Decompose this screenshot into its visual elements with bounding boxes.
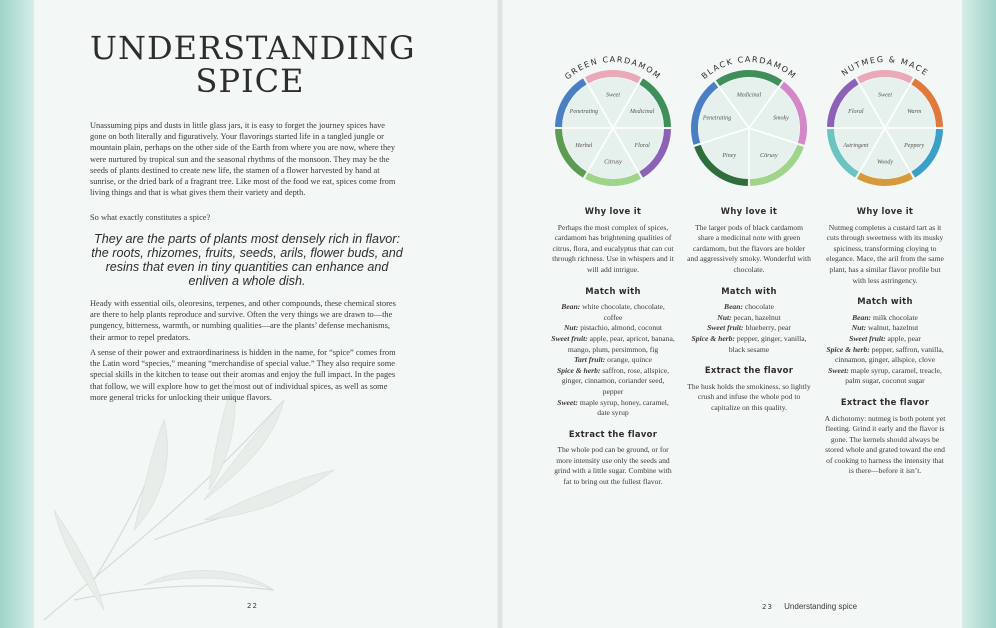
flavor-wheel-nutmeg-mace bbox=[823, 40, 947, 188]
flavor-wheel-svg bbox=[823, 40, 947, 188]
wheel-label: Citrusy bbox=[759, 153, 778, 160]
spice-column-nutmeg-mace bbox=[823, 206, 947, 487]
why-love-it-text: The larger pods of black cardamom share a medicinal note with green cardamom, but the flavors are bolder and aggressively smoky. Wonderful with chocolate. bbox=[687, 222, 811, 274]
body-paragraph-name-origin: A sense of their power and extraordinariness is hidden in the name, for “spice” comes from the Latin word “species,” meaning “merchandise of special value.” They also require some special skills in the kitchen to tease out their aromas and enjoy the full impact. In the pages that follow, we will explore how to get the most out of individual spices, as well as some more general tricks for unlocking their unique flavors. bbox=[90, 348, 396, 402]
body-paragraph-compounds: Heady with essential oils, oleoresins, terpenes, and other compounds, these chemical stores are there to help plants reproduce and survive. Often the very things we are drawn to—the pungency, bitterness, warmth, or numbing qualities—are the plants’ defense mechanisms, their armor to repel predators. bbox=[90, 299, 396, 342]
why-love-it-heading: Why love it bbox=[584, 206, 642, 216]
why-love-it-text: Nutmeg completes a custard tart as it cuts through sweetness with its musky spiciness, transforming cloying to elegance. Mace, the aril from the same plant, has a similar flavor profile but with less astringency. bbox=[826, 222, 944, 285]
match-values: white chocolate, chocolate, coffee bbox=[580, 302, 665, 322]
match-category: Bean: bbox=[561, 302, 581, 312]
match-values: pepper, saffron, vanilla, cinnamon, ginger, allspice, clove bbox=[834, 344, 944, 365]
match-values: maple syrup, honey, caramel, date syrup bbox=[577, 397, 669, 418]
flavor-wheel-svg bbox=[687, 40, 811, 188]
match-values: chocolate bbox=[742, 302, 774, 312]
match-item bbox=[551, 366, 675, 398]
match-values: pepper, ginger, vanilla, black sesame bbox=[728, 333, 807, 354]
match-category: Spice & herb: bbox=[556, 365, 601, 375]
match-values: apple, pear, apricot, banana, mango, plum, persimmon, fig bbox=[567, 333, 675, 354]
intro-paragraph: Unassuming pips and dusts in little glass jars, it is easy to forget the journey spices have gone on both literally and figuratively. Your flavorings started life in a tangled jungle or mountain plain, perhaps on the other side of the Earth from where you are now, where they were nurtured by tropical sun and the seasonal rhythms of the monsoon. They may be the seeds of plants destined to create new life, the stamen of a flower harvested by hand at sunrise, or the dried bark of a fragrant tree. Like most of the food we eat, spices come from living things and that is what gives them their variety and depth. bbox=[90, 121, 396, 198]
match-category: Nut: bbox=[717, 312, 732, 322]
wheel-label: Peppery bbox=[904, 142, 925, 149]
match-item bbox=[823, 345, 947, 366]
page-number-left: 22 bbox=[247, 602, 258, 610]
match-values: walnut, hazelnut bbox=[866, 323, 919, 333]
extract-flavor-text: The whole pod can be ground, or for more intensity use only the seeds and grind with a little sugar. Combine with fat to bring out the fullest flavor. bbox=[554, 445, 672, 487]
match-category: Spice & herb: bbox=[826, 344, 870, 354]
match-with-heading: Match with bbox=[721, 285, 777, 296]
wheel-label: Smoky bbox=[773, 115, 789, 122]
match-category: Nut: bbox=[851, 323, 867, 333]
wheel-label: Sweet bbox=[606, 92, 620, 99]
wheel-label: Penetrating bbox=[569, 109, 599, 116]
match-item bbox=[823, 334, 947, 345]
wheel-label: Woody bbox=[876, 159, 894, 166]
why-love-it-heading: Why love it bbox=[720, 206, 778, 216]
match-with-heading: Match with bbox=[585, 285, 641, 296]
spice-name: NUTMEG & MACE bbox=[839, 54, 931, 78]
wheel-label: Sweet bbox=[878, 92, 892, 99]
title-line-2: SPICE bbox=[195, 62, 305, 100]
right-page-edge-decoration bbox=[962, 0, 996, 628]
extract-flavor-heading: Extract the flavor bbox=[840, 396, 930, 407]
match-values: milk chocolate bbox=[871, 312, 918, 322]
match-item bbox=[551, 323, 675, 334]
extract-flavor-text: A dichotomy: nutmeg is both potent yet fleeting. Grind it early and the flavor is gone. The kernels should always be stored whole and grated toward the end of cooking to harness the intensity that is there—before it isn’t. bbox=[824, 413, 946, 476]
match-item bbox=[687, 313, 811, 324]
spice-name: GREEN CARDAMOM bbox=[563, 54, 663, 82]
match-list bbox=[687, 302, 811, 355]
book-spine bbox=[497, 0, 503, 628]
wheel-label: Herbal bbox=[575, 142, 593, 149]
running-head: Understanding spice bbox=[784, 602, 858, 611]
wheel-label: Citrusy bbox=[604, 159, 622, 166]
match-category: Sweet: bbox=[557, 397, 578, 407]
page-title bbox=[90, 29, 416, 100]
pull-quote: They are the parts of plants most densely rich in flavor: the roots, rhizomes, fruits, seeds, arils, flower buds, and resins that even in tiny quantities can enhance and enliven a whole dish. bbox=[91, 232, 403, 288]
match-list bbox=[823, 313, 947, 387]
why-love-it-heading: Why love it bbox=[856, 206, 914, 216]
match-category: Sweet fruit: bbox=[551, 333, 588, 343]
match-list bbox=[551, 302, 675, 419]
flavor-wheel-svg bbox=[551, 40, 675, 188]
match-values: orange, quince bbox=[605, 355, 652, 365]
why-love-it-text: Perhaps the most complex of spices, cardamom has brightening qualities of citrus, flora, and eucalyptus that can cut through richness. Use in whispers and it will add intrigue. bbox=[552, 222, 674, 274]
wheel-label: Floral bbox=[848, 109, 864, 116]
wheel-label: Astringent bbox=[843, 142, 869, 149]
match-with-heading: Match with bbox=[857, 296, 913, 307]
match-item bbox=[687, 302, 811, 313]
match-values: maple syrup, caramel, treacle, palm sugar, coconut sugar bbox=[845, 365, 942, 386]
match-category: Sweet fruit: bbox=[707, 323, 744, 333]
wheel-label: Piney bbox=[722, 153, 737, 160]
extract-flavor-text: The husk holds the smokiness, so lightly crush and infuse the whole pod to capitalize on this quality. bbox=[687, 381, 811, 412]
match-item bbox=[551, 302, 675, 323]
match-item bbox=[551, 398, 675, 419]
match-values: apple, pear bbox=[885, 333, 921, 343]
left-page-edge-decoration bbox=[0, 0, 34, 628]
wheel-label: Floral bbox=[634, 142, 650, 149]
match-item bbox=[687, 323, 811, 334]
wheel-label: Medicinal bbox=[629, 109, 655, 116]
spice-column-green-cardamom bbox=[551, 206, 675, 498]
match-category: Sweet: bbox=[828, 365, 849, 375]
match-item bbox=[551, 355, 675, 366]
match-category: Bean: bbox=[724, 302, 743, 312]
page-number: 23 bbox=[762, 603, 773, 611]
match-item bbox=[551, 334, 675, 355]
wheel-label: Medicinal bbox=[736, 92, 762, 99]
question-paragraph: So what exactly constitutes a spice? bbox=[90, 213, 211, 222]
match-item bbox=[823, 323, 947, 334]
wheel-label: Penetrating bbox=[702, 115, 732, 122]
flavor-wheel-black-cardamom bbox=[687, 40, 811, 188]
title-line-1: UNDERSTANDING bbox=[90, 29, 416, 67]
match-category: Spice & herb: bbox=[691, 333, 735, 343]
match-values: pistachio, almond, coconut bbox=[578, 323, 663, 333]
spice-column-black-cardamom bbox=[687, 206, 811, 424]
match-values: saffron, rose, allspice, ginger, cinnamon, coriander seed, pepper bbox=[561, 365, 670, 396]
extract-flavor-heading: Extract the flavor bbox=[704, 365, 794, 376]
spice-name: BLACK CARDAMOM bbox=[699, 54, 799, 81]
match-category: Nut: bbox=[563, 323, 579, 333]
match-values: blueberry, pear bbox=[743, 323, 791, 333]
match-item bbox=[823, 313, 947, 324]
match-category: Tart fruit: bbox=[574, 355, 606, 365]
match-category: Sweet fruit: bbox=[849, 333, 886, 343]
match-item bbox=[687, 334, 811, 355]
wheel-label: Warm bbox=[907, 109, 922, 116]
flavor-wheel-green-cardamom bbox=[551, 40, 675, 188]
page-number-right bbox=[762, 602, 857, 611]
match-values: pecan, hazelnut bbox=[731, 312, 781, 322]
match-item bbox=[823, 366, 947, 387]
match-category: Bean: bbox=[852, 312, 872, 322]
extract-flavor-heading: Extract the flavor bbox=[568, 428, 658, 439]
